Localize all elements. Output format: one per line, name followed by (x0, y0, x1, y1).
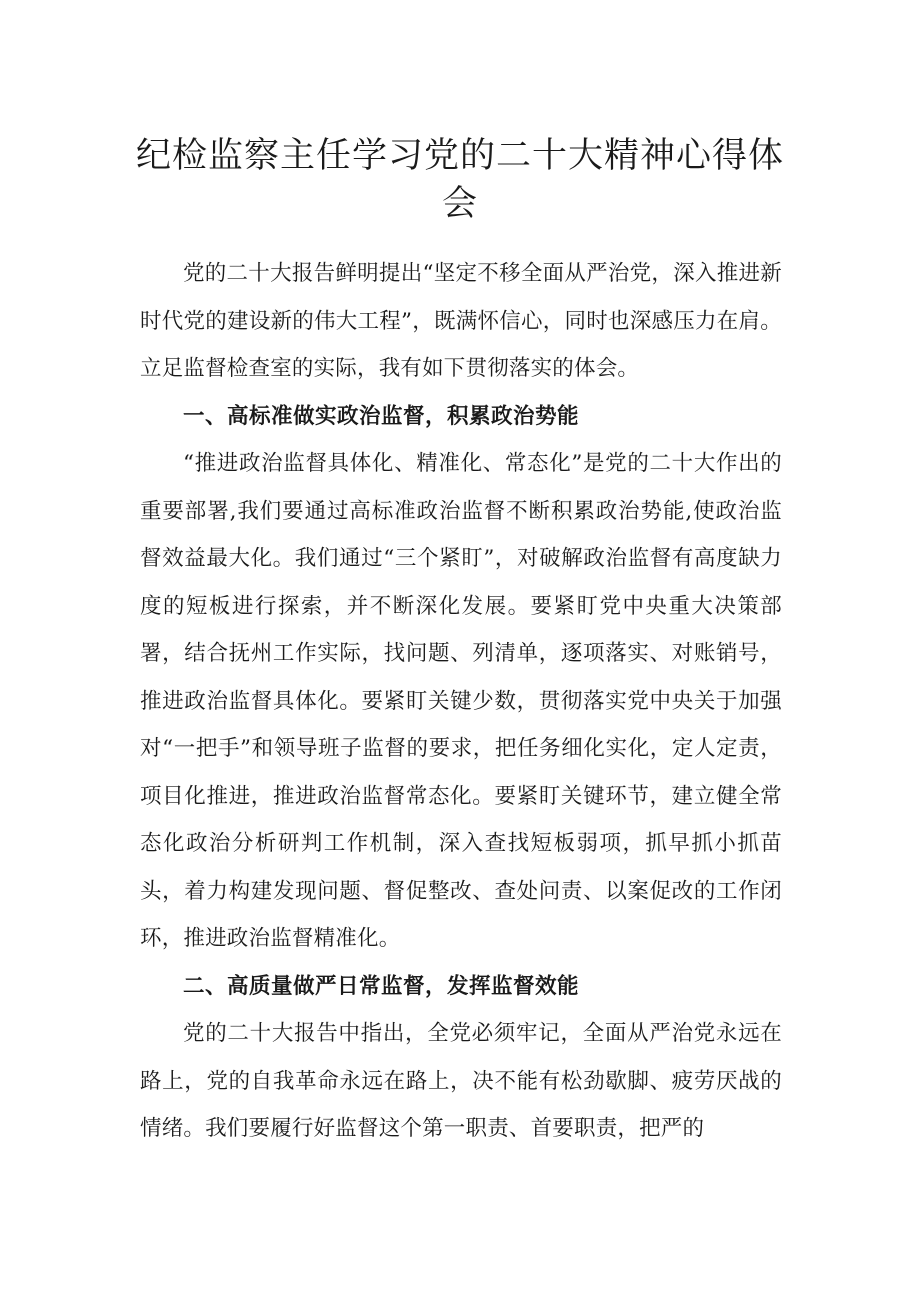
section-heading-2: 二、高质量做严日常监督，发挥监督效能 (183, 973, 580, 999)
section-1-paragraph: “推进政治监督具体化、精准化、常态化”是党的二十大作出的重要部署,我们要通过高标准政治监督不断积累政治势能,使政治监督效益最大化。我们通过“三个紧盯”，对破解政治监督有高度缺力度的短板进行探索，并不断深化发展。要紧盯党中央重大决策部署，结合抚州工作实际，找问题、列清单，逐项落实、对账销号，推进政治监督具体化。要紧盯关键少数，贯彻落实党中央关于加强对“一把手”和领导班子监督的要求，把任务细化实化，定人定责，项目化推进，推进政治监督常态化。要紧盯关键环节，建立健全常态化政治分析研判工作机制，深入查找短板弱项，抓早抓小抓苗头，着力构建发现问题、督促整改、查处问责、以案促改的工作闭环，推进政治监督精准化。 (140, 451, 782, 951)
intro-paragraph: 党的二十大报告鲜明提出“坚定不移全面从严治党，深入推进新时代党的建设新的伟大工程”，既满怀信心，同时也深感压力在肩。立足监督检查室的实际，我有如下贯彻落实的体会。 (140, 261, 782, 381)
section-heading-1: 一、高标准做实政治监督，积累政治势能 (183, 403, 580, 429)
section-2-paragraph: 党的二十大报告中指出，全党必须牢记，全面从严治党永远在路上，党的自我革命永远在路上，决不能有松劲歇脚、疲劳厌战的情绪。我们要履行好监督这个第一职责、首要职责，把严的 (140, 1021, 782, 1141)
document-body (140, 250, 782, 1153)
document-title: 纪检监察主任学习党的二十大精神心得体会 (135, 136, 784, 224)
